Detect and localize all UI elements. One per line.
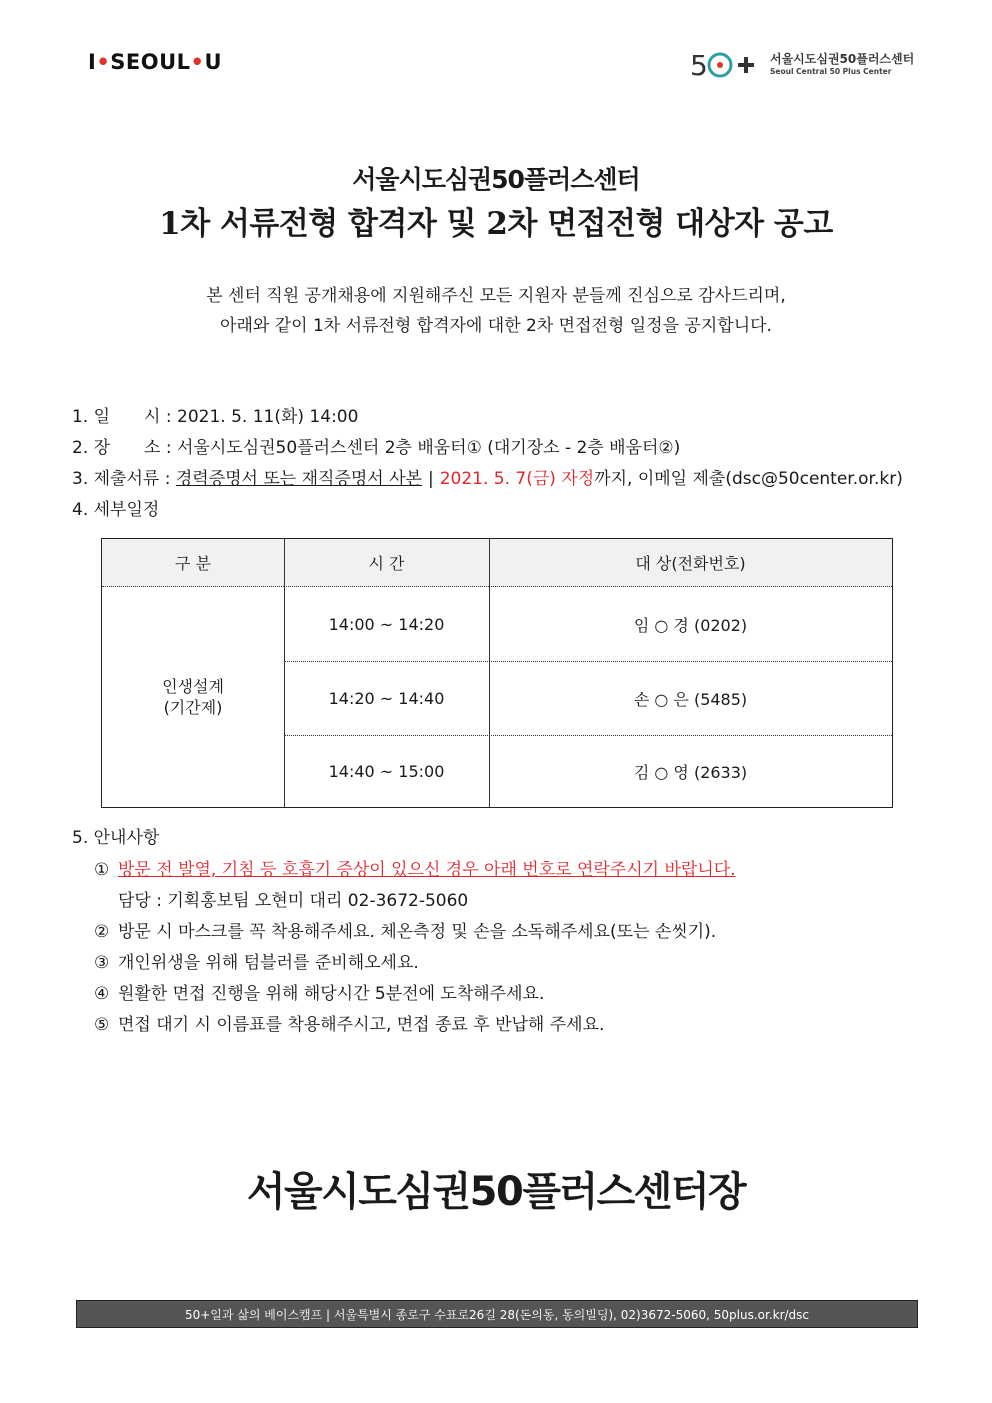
note-symptom-warning: 방문 전 발열, 기침 등 호흡기 증상이 있으신 경우 아래 번호로 연락주시기 바랍니다. [118,860,736,880]
logo-part-i: I [88,50,97,74]
item-date-value: 2021. 5. 11(화) 14:00 [177,407,359,427]
center-name-english: Seoul Central 50 Plus Center [770,67,892,76]
note-number: ① [94,860,110,880]
table-cell-target: 김 ○ 영 (2633) [633,762,748,782]
item-place-label: 2. 장 소 : [72,438,178,458]
notice-title: 1차 서류전형 합격자 및 2차 면접전형 대상자 공고 [159,206,833,242]
category-name: 인생설계 [162,677,224,696]
item-place [72,433,903,464]
table-cell-time: 14:00 ~ 14:20 [328,614,445,634]
note-text: 면접 대기 시 이름표를 착용해주시고, 면접 종료 후 반납해 주세요. [118,1015,605,1035]
submission-method: 까지, 이메일 제출(dsc@50center.or.kr) [594,469,903,489]
item-documents [72,464,903,495]
table-cell-target: 손 ○ 은 (5485) [633,689,748,709]
note-item [94,917,736,948]
table-header-category: 구 분 [102,539,284,587]
separator: | [427,469,434,489]
footer-bar [76,1300,918,1328]
intro-line: 본 센터 직원 공개채용에 지원해주신 모든 지원자 분들께 진심으로 감사드리며, [206,286,786,306]
note-text: 원활한 면접 진행을 위해 해당시간 5분전에 도착해주세요. [118,984,545,1004]
note-contact: 담당 : 기획홍보팀 오현미 대리 02-3672-5060 [118,891,469,911]
logo-dot: • [190,50,205,74]
note-text: 개인위생을 위해 텀블러를 준비해오세요. [118,953,419,973]
50plus-center-logo [690,44,930,84]
item-schedule-label: 4. 세부일정 [72,500,160,520]
category-type: (기간제) [163,698,223,717]
item-documents-label: 3. 제출서류 : [72,469,176,489]
note-number: ④ [94,984,110,1004]
logo-dot: • [96,50,111,74]
table-cell-target: 임 ○ 경 (0202) [633,615,748,635]
item-date [72,402,903,433]
table-cell-time: 14:40 ~ 15:00 [328,761,445,781]
notice-items [72,402,903,526]
table-header-target: 대 상(전화번호) [489,539,892,587]
organization-title: 서울시도심권50플러스센터 [352,165,640,194]
table-header-time: 시 간 [284,539,489,587]
logo-part-u: U [204,50,223,74]
note-number: ② [94,922,110,942]
note-item [94,855,736,886]
intro-line: 아래와 같이 1차 서류전형 합격자에 대한 2차 면접전형 일정을 공지합니다. [220,316,772,336]
schedule-table [101,538,893,808]
intro-paragraph [0,281,992,341]
note-number: ③ [94,953,110,973]
notes-heading: 5. 안내사항 [72,828,160,848]
required-document: 경력증명서 또는 재직증명서 사본 [175,469,422,489]
note-item [94,948,736,979]
submission-deadline: 2021. 5. 7(금) 자정 [439,469,595,489]
item-date-label: 1. 일 시 : [72,407,178,427]
i-seoul-u-logo [88,50,222,74]
table-cell-category [102,587,284,807]
table-cell-time: 14:20 ~ 14:40 [328,688,445,708]
footer-text: 50+일과 삶의 베이스캠프 | 서울특별시 종로구 수표로26길 28(돈의동, 동의빌딩), 02)3672-5060, 50plus.or.kr/dsc [184,1307,810,1322]
note-text: 방문 시 마스크를 꼭 착용해주세요. 체온측정 및 손을 소독해주세요(또는 손씻기). [118,922,717,942]
notes-list [94,855,736,1041]
note-item [94,979,736,1010]
item-place-value: 서울시도심권50플러스센터 2층 배움터① (대기장소 - 2층 배움터②) [177,438,681,458]
svg-text:5: 5 [690,49,708,82]
issuer-signature: 서울시도심권50플러스센터장 [246,1169,746,1215]
center-name-korean: 서울시도심권50플러스센터 [770,52,915,66]
50plus-mark-icon [690,44,766,84]
logo-part-seoul: SEOUL [110,50,191,74]
note-number: ⑤ [94,1015,110,1035]
note-item [94,1010,736,1041]
